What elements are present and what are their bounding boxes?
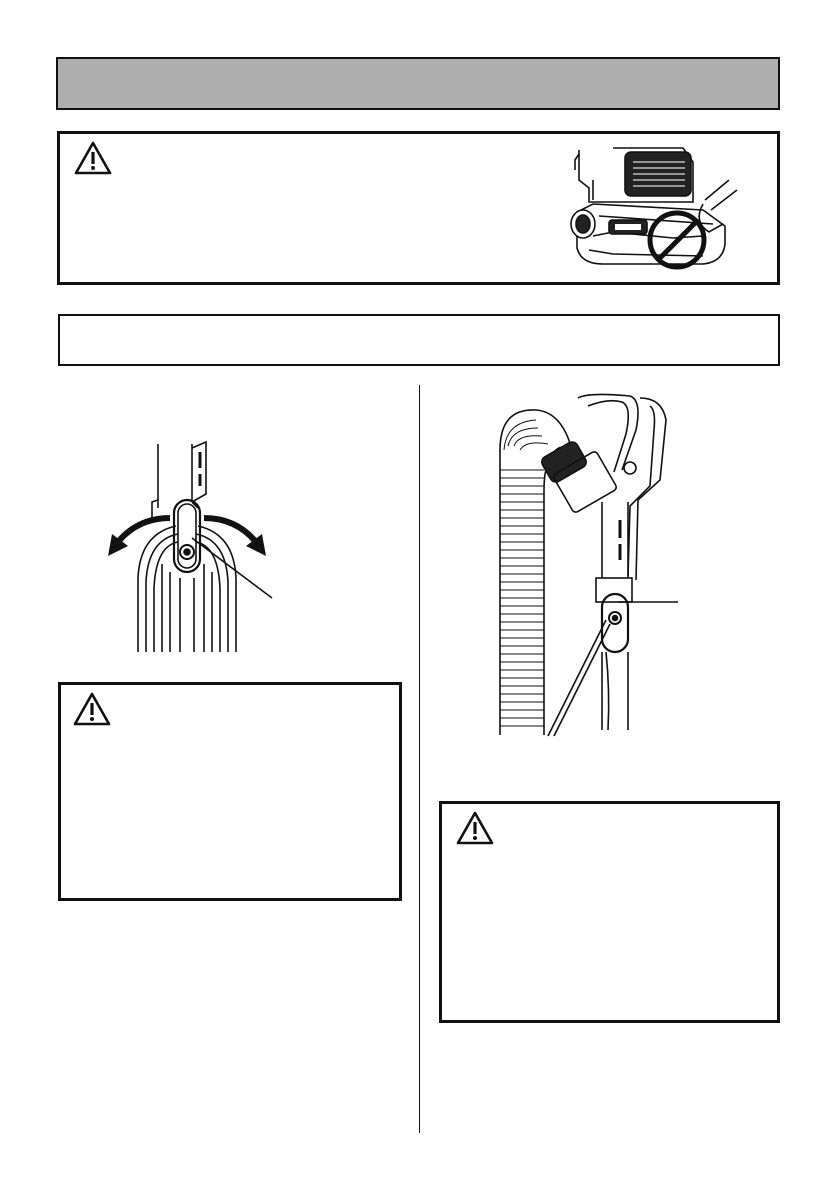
column-divider xyxy=(419,385,420,1133)
warning-box-top xyxy=(57,131,780,285)
warning-triangle-icon xyxy=(74,141,112,175)
cord-hook-illustration xyxy=(100,438,300,654)
warning-box-left xyxy=(58,682,402,901)
warning-triangle-icon xyxy=(73,692,111,726)
warning-box-right xyxy=(439,801,780,1023)
subheader-box xyxy=(58,314,780,366)
section-header-bar xyxy=(56,57,780,110)
vacuum-base-illustration xyxy=(553,140,739,280)
hose-wand-illustration xyxy=(490,390,690,738)
warning-triangle-icon xyxy=(456,811,494,845)
